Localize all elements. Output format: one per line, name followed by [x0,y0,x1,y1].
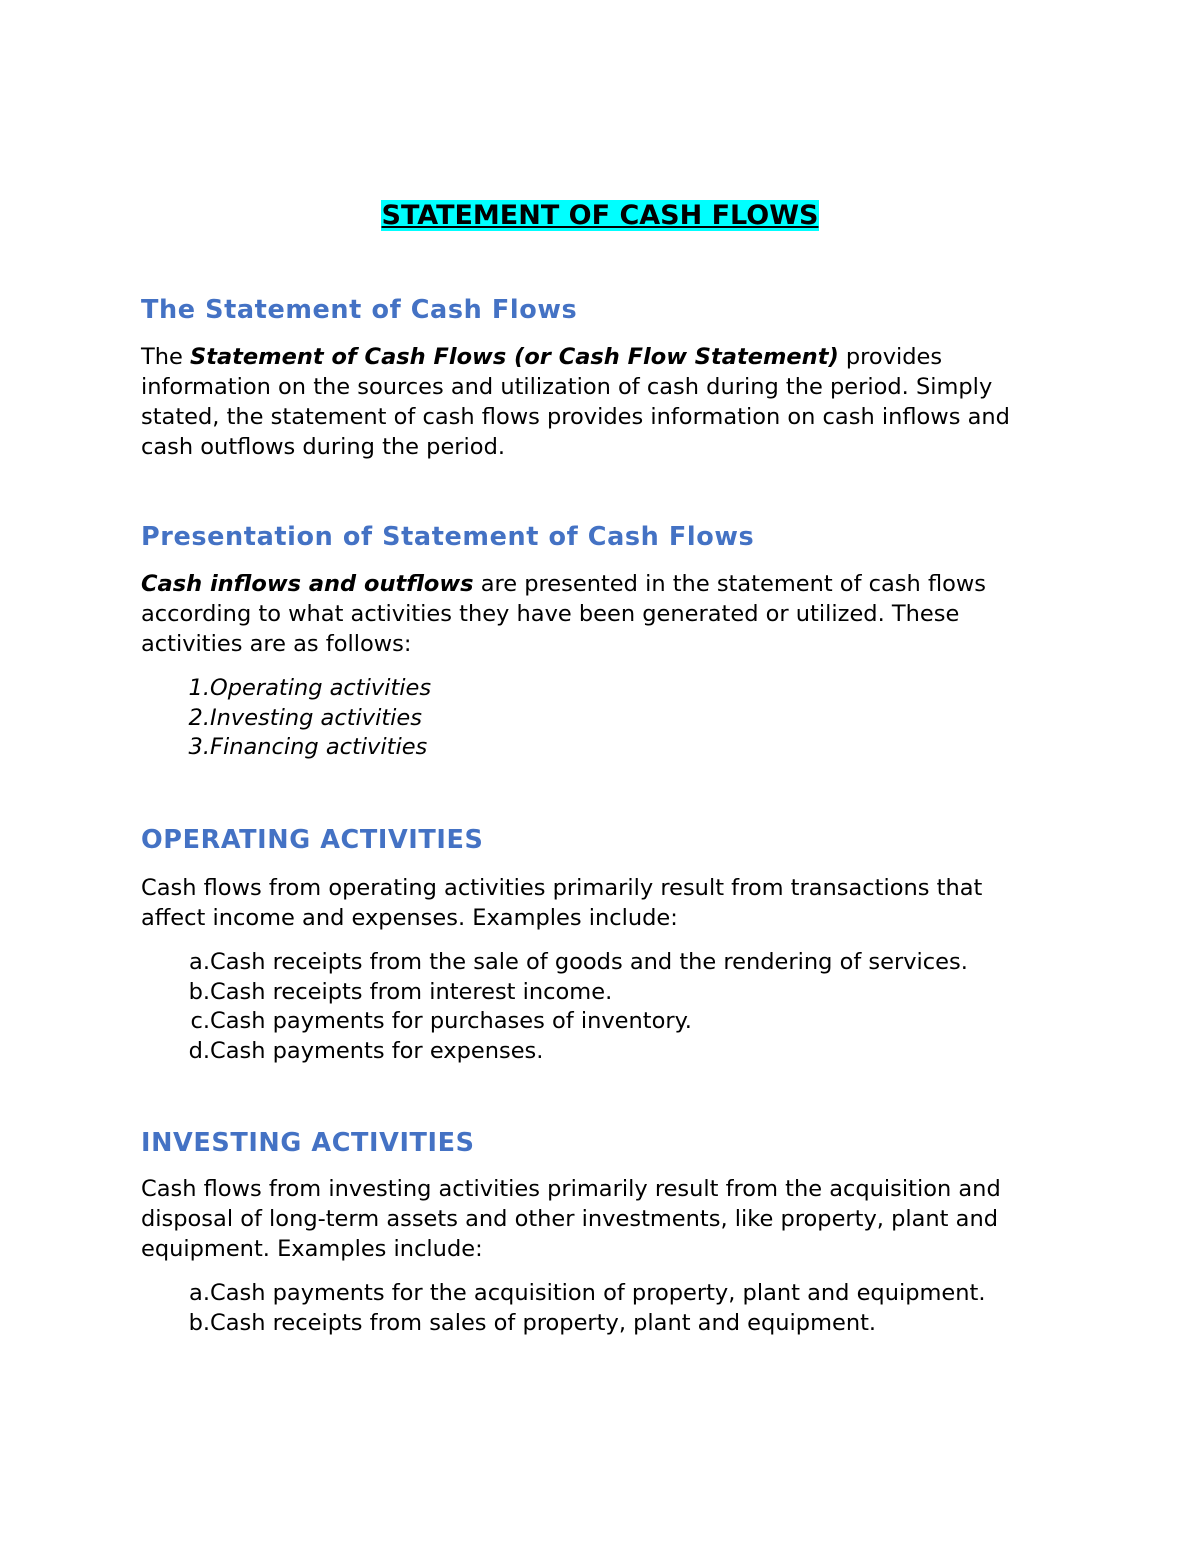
list-item [141,704,422,734]
list-item-text: Cash payments for the acquisition of property, plant and equipment. [210,1280,986,1306]
list-marker: c. [190,1008,210,1034]
paragraph-line: information on the sources and utilization of cash during the period. Simply [141,374,993,400]
list-item-text: Financing activities [210,734,428,760]
paragraph-text: are presented in the statement of cash flows [473,571,987,597]
paragraph-line: Cash flows from operating activities primarily result from transactions that [141,875,983,901]
list-marker: b. [188,978,210,1005]
list-item-text: Investing activities [210,704,422,731]
paragraph-intro [141,342,1061,462]
list-item [141,1007,692,1037]
paragraph-line: equipment. Examples include: [141,1236,483,1262]
paragraph-line: disposal of long-term assets and other investments, like property, plant and [141,1206,998,1232]
paragraph-line [141,342,1061,372]
paragraph-investing [141,1174,1061,1264]
list-item [141,674,432,704]
paragraph-line [141,569,1061,599]
list-marker: a. [189,949,210,975]
list-marker: b. [188,1309,210,1336]
document-title [141,196,1059,236]
activities-list [141,674,432,763]
list-item-text: Cash payments for purchases of inventory. [210,1008,692,1034]
investing-examples-list [141,1279,986,1338]
list-marker: d. [188,1037,210,1064]
list-marker: 2. [188,704,210,731]
paragraph-line: cash outflows during the period. [141,434,505,460]
list-item [141,1279,986,1309]
paragraph-presentation [141,569,1061,659]
section-heading-presentation: Presentation of Statement of Cash Flows [141,522,755,552]
section-heading-investing: INVESTING ACTIVITIES [141,1128,475,1158]
list-marker: 3. [188,734,210,760]
list-item-text: Operating activities [210,675,432,701]
paragraph-line: stated, the statement of cash flows provides information on cash inflows and [141,404,1010,430]
document-title-text: STATEMENT OF CASH FLOWS [381,200,819,231]
section-heading-intro: The Statement of Cash Flows [141,295,578,325]
list-item-text: Cash receipts from sales of property, plant and equipment. [210,1309,877,1336]
emphasis-text: Cash inflows and outflows [141,571,474,597]
list-item [141,978,613,1008]
section-heading-operating: OPERATING ACTIVITIES [141,825,484,855]
list-item [141,948,968,978]
list-item [141,1037,544,1067]
paragraph-text: provides [838,344,943,370]
paragraph-line: Cash flows from investing activities primarily result from the acquisition and [141,1176,1001,1202]
emphasis-text: Statement of Cash Flows (or Cash Flow Statement) [190,344,839,370]
paragraph-line: according to what activities they have been generated or utilized. These [141,601,960,627]
list-marker: a. [189,1280,210,1306]
paragraph-operating [141,873,1061,933]
list-item-text: Cash receipts from the sale of goods and the rendering of services. [210,949,968,975]
paragraph-line: affect income and expenses. Examples include: [141,905,678,931]
list-marker: 1. [188,675,210,701]
operating-examples-list [141,948,968,1066]
list-item [141,1309,877,1339]
list-item-text: Cash payments for expenses. [210,1037,544,1064]
paragraph-line: activities are as follows: [141,631,412,657]
list-item-text: Cash receipts from interest income. [210,978,613,1005]
list-item [141,733,428,763]
paragraph-text: The [141,344,190,370]
